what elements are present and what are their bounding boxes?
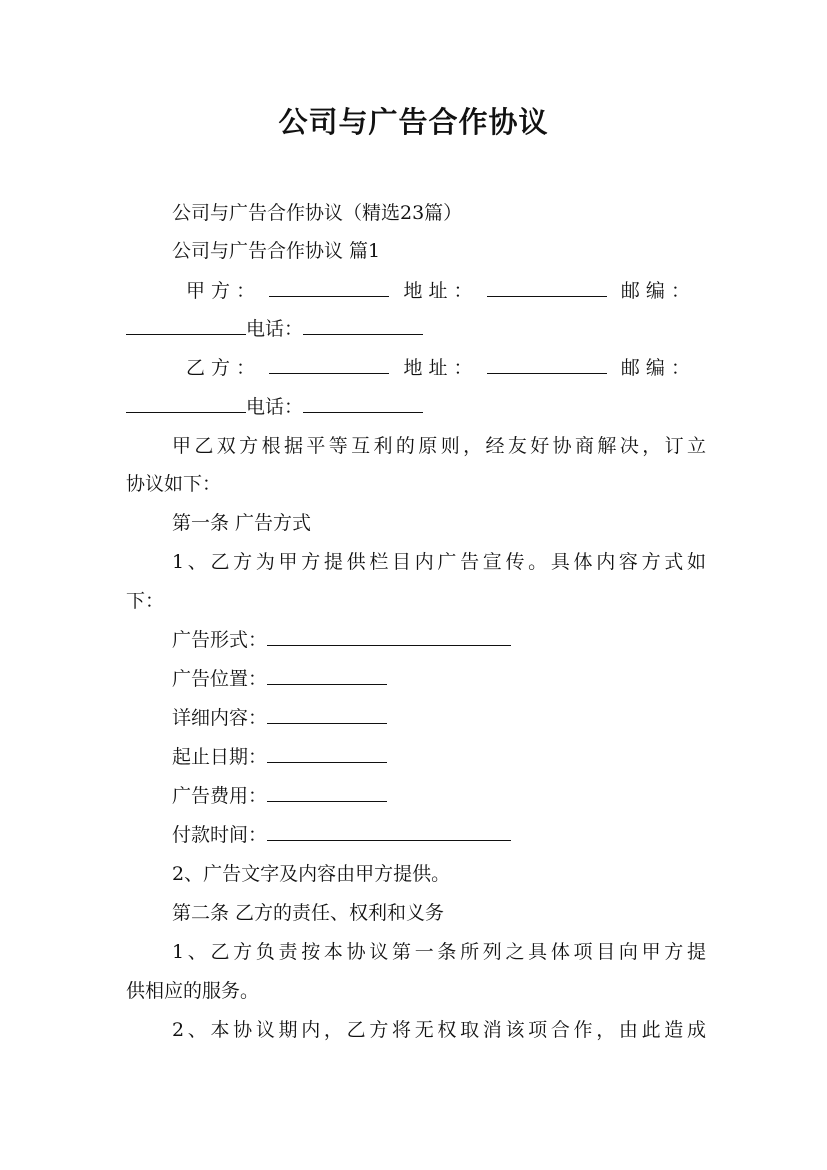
article-2-heading: 第二条 乙方的责任、权利和义务: [172, 902, 445, 924]
party-b-phone-label: 电话：: [246, 396, 304, 418]
field-payment-time-label: 付款时间：: [172, 824, 268, 846]
field-ad-form: [172, 625, 706, 652]
party-b-address-label: 地 址 ：: [403, 357, 473, 379]
field-ad-fee-blank: [267, 784, 387, 802]
field-payment-time-blank: [267, 823, 511, 841]
field-details: [172, 703, 706, 730]
field-details-blank: [267, 706, 387, 724]
party-b-label: 乙 方 ：: [186, 357, 256, 379]
part-heading: 公司与广告合作协议 篇1: [172, 240, 381, 262]
party-b-phone-row: [126, 392, 706, 419]
field-ad-position-blank: [267, 667, 387, 685]
party-a-name-blank: [269, 279, 389, 297]
party-a-phone-label: 电话：: [246, 318, 304, 340]
article-1-item-1-line-2: 下：: [126, 590, 165, 612]
party-a-postcode-blank: [126, 317, 246, 335]
field-ad-position-label: 广告位置：: [172, 668, 268, 690]
party-a-address-label: 地 址 ：: [403, 280, 473, 302]
field-dates: [172, 742, 706, 769]
intro-line-1: 甲乙双方根据平等互利的原则，经友好协商解决，订立: [172, 435, 706, 457]
field-dates-label: 起止日期：: [172, 746, 268, 768]
article-2-item-2-line-1: 2、本协议期内，乙方将无权取消该项合作，由此造成: [172, 1019, 706, 1041]
field-ad-fee-label: 广告费用：: [172, 785, 268, 807]
party-b-row: [186, 353, 690, 380]
article-2-item-1-line-1: 1、乙方负责按本协议第一条所列之具体项目向甲方提: [172, 941, 706, 963]
party-a-phone-blank: [303, 317, 423, 335]
party-b-postcode-blank: [126, 395, 246, 413]
party-a-postcode-label: 邮 编 ：: [620, 280, 690, 302]
document-title: 公司与广告合作协议: [278, 105, 549, 139]
intro-line-2: 协议如下：: [126, 473, 222, 495]
field-ad-fee: [172, 781, 706, 808]
field-ad-form-label: 广告形式：: [172, 629, 268, 651]
party-a-phone-row: [126, 314, 706, 341]
document-subtitle: 公司与广告合作协议（精选23篇）: [172, 202, 463, 224]
party-b-address-blank: [487, 356, 607, 374]
field-ad-position: [172, 664, 706, 691]
article-2-item-1-line-2: 供相应的服务。: [126, 980, 260, 1002]
field-payment-time: [172, 820, 706, 847]
field-ad-form-blank: [267, 628, 511, 646]
party-a-label: 甲 方 ：: [186, 280, 256, 302]
article-1-item-2: 2、广告文字及内容由甲方提供。: [172, 863, 451, 885]
party-b-name-blank: [269, 356, 389, 374]
party-a-address-blank: [487, 279, 607, 297]
party-a-row: [186, 276, 690, 303]
field-details-label: 详细内容：: [172, 707, 268, 729]
party-b-postcode-label: 邮 编 ：: [620, 357, 690, 379]
field-dates-blank: [267, 745, 387, 763]
article-1-heading: 第一条 广告方式: [172, 512, 312, 534]
article-1-item-1-line-1: 1、乙方为甲方提供栏目内广告宣传。具体内容方式如: [172, 551, 706, 573]
party-b-phone-blank: [303, 395, 423, 413]
